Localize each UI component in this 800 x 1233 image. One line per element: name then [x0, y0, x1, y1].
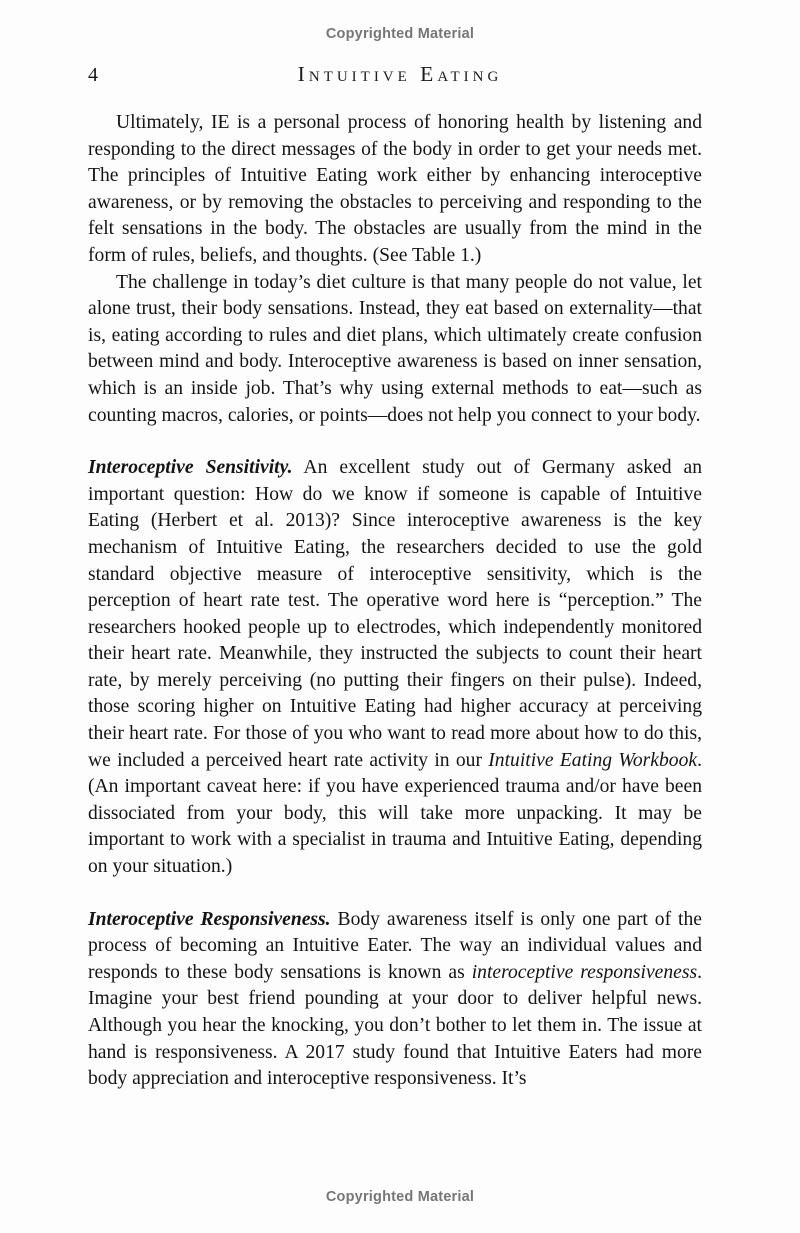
running-header	[88, 62, 712, 88]
copyright-watermark-top: Copyrighted Material	[325, 26, 475, 42]
text-segment: . Imagine your best friend pounding at your door to deliver helpful news. Although you hear the knocking, you don’t bother to let them in. The issue at hand is responsiveness. A 2017 study found that Intuitive Eaters had more body appreciation and interoceptive responsiveness. It’s	[88, 961, 702, 1090]
page-number: 4	[88, 64, 98, 86]
paragraph	[88, 270, 702, 430]
text-block	[88, 110, 702, 1093]
copyright-watermark-bottom: Copyrighted Material	[325, 1189, 475, 1205]
text-segment: Body awareness itself is only one part of the process of becoming an Intuitive Eater. The way an individual values and responds to these body sensations is known as	[88, 908, 702, 983]
text-segment: Intuitive Eating Workbook	[488, 749, 698, 771]
paragraph	[88, 907, 702, 1093]
text-segment: An excellent study out of Germany asked an important question: How do we know if someone is capable of Intuitive Eating (Herbert et al. 2013)? Since interoceptive awareness is the key mechanism of Intuitive Eating, the researchers decided to use the gold standard objective measure of interoceptive sensitivity, which is the perception of heart rate test. The operative word here is “perception.” The researchers hooked people up to electrodes, which independently monitored their heart rate. Meanwhile, they instructed the subjects to count their heart rate, by merely perceiving (no putting their fingers on their pulse). Indeed, those scoring higher on Intuitive Eating had higher accuracy at perceiving their heart rate. For those of you who want to read more about how to do this, we included a perceived heart rate activity in our	[88, 457, 703, 771]
text-segment: Interoceptive Sensitivity.	[88, 457, 293, 479]
text-segment: interoceptive responsiveness	[471, 961, 698, 983]
page-title: Intuitive Eating	[297, 62, 503, 86]
text-segment: Interoceptive Responsiveness.	[88, 908, 331, 930]
text-segment: Ultimately, IE is a personal process of honoring health by listening and responding to the direct messages of the body in order to get your needs met. The principles of Intuitive Eating work either by enhancing interoceptive awareness, or by removing the obstacles to perceiving and responding to the felt sensations in the body. The obstacles are usually from the mind in the form of rules, beliefs, and thoughts. (See Table 1.)	[88, 112, 702, 266]
text-segment: The challenge in today’s diet culture is that many people do not value, let alone trust, their body sensations. Instead, they eat based on externality—that is, eating according to rules and diet plans, which ultimately create confusion between mind and body. Interoceptive awareness is based on inner sensation, which is an inside job. That’s why using external methods to eat—such as counting macros, calories, or points—does not help you connect to your body.	[88, 271, 702, 426]
paragraph	[88, 455, 702, 881]
text-segment: . (An important caveat here: if you have experienced trauma and/or have been dissociated from your body, this will take more unpacking. It may be important to work with a specialist in trauma and Intuitive Eating, depending on your situation.)	[88, 749, 702, 878]
paragraph	[88, 110, 702, 270]
